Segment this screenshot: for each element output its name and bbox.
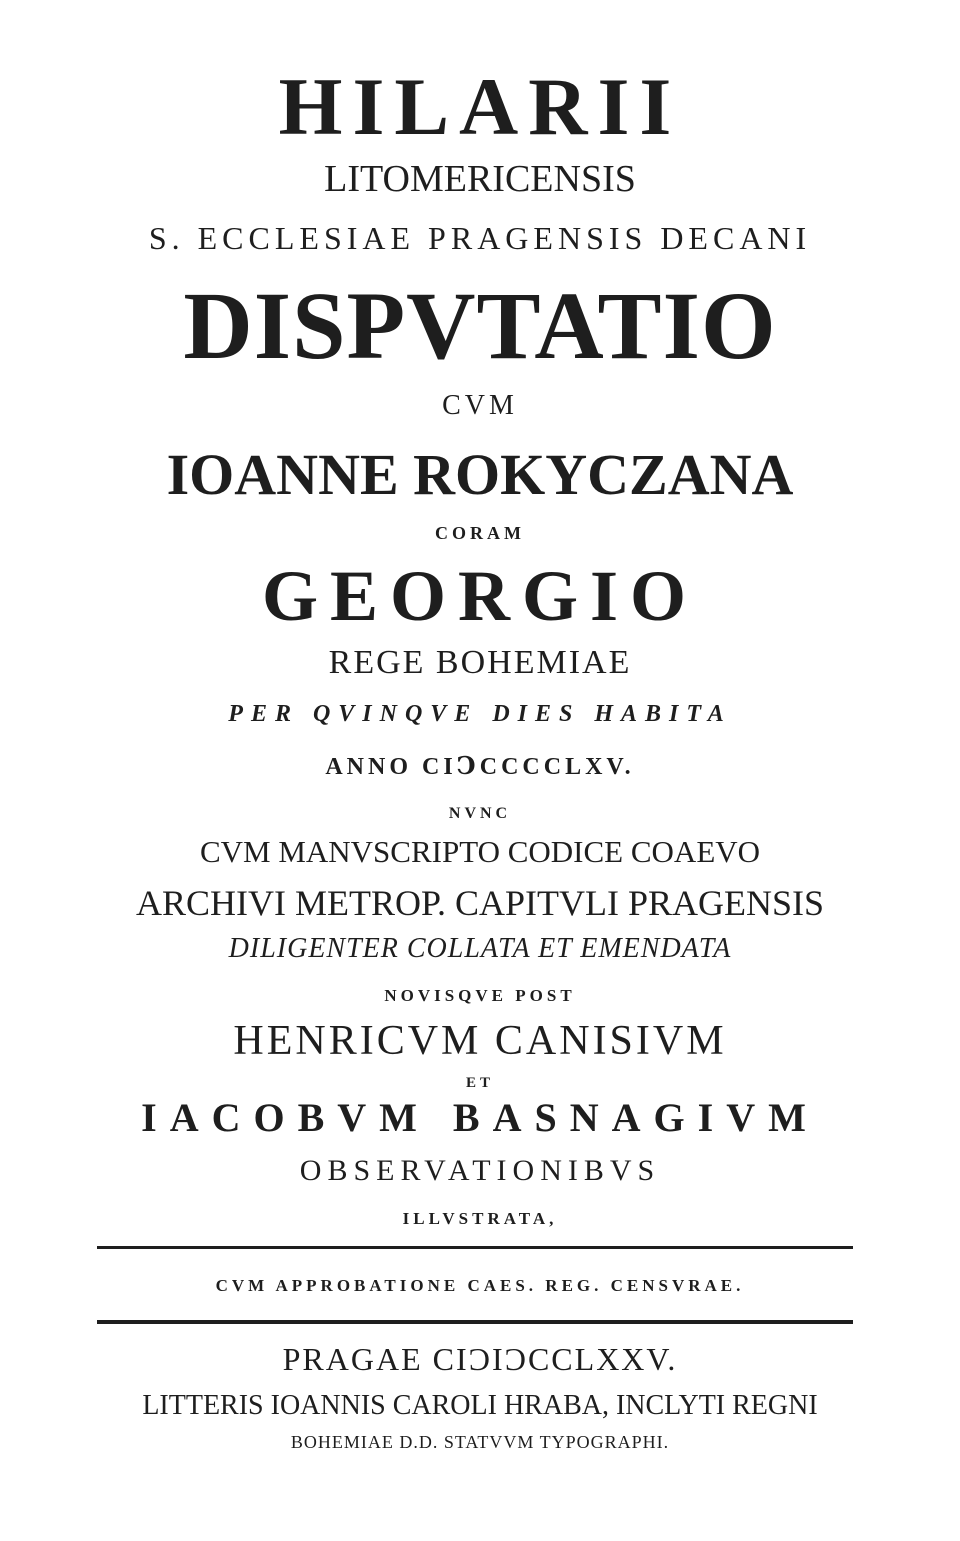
author-office: S. ECCLESIAE PRAGENSIS DECANI	[148, 220, 812, 256]
editor-2-name: IACOBVM BASNAGIVM	[141, 1095, 819, 1140]
printer-line-1: LITTERIS IOANNIS CAROLI HRABA, INCLYTI REGNI	[142, 1390, 818, 1421]
nunc-line: NVNC	[448, 805, 512, 822]
duration-line: PER QVINQVE DIES HABITA	[228, 701, 732, 727]
illustrata-line: ILLVSTRATA,	[402, 1209, 558, 1228]
author-name: HILARII	[278, 61, 682, 152]
year-held: ANNO CIↃCCCCLXV.	[325, 754, 635, 780]
approbation-line: CVM APPROBATIONE CAES. REG. CENSVRAE.	[215, 1276, 745, 1295]
king-title: REGE BOHEMIAE	[328, 644, 632, 681]
collation-line-2: ARCHIVI METROP. CAPITVLI PRAGENSIS	[135, 883, 825, 923]
author-origin: LITOMERICENSIS	[324, 158, 636, 200]
imprint-place-year: PRAGAE CIƆIƆCCLXXV.	[282, 1341, 678, 1377]
et-line: ET	[465, 1075, 494, 1091]
rule-lower	[97, 1320, 853, 1324]
coram-line: CORAM	[435, 523, 525, 543]
rule-upper	[97, 1246, 853, 1249]
king-name: GEORGIO	[261, 556, 699, 636]
cum-line-1: CVM	[442, 390, 518, 421]
collation-line-1: CVM MANVSCRIPTO CODICE COAEVO	[199, 834, 761, 869]
collation-line-3: DILIGENTER COLLATA ET EMENDATA	[228, 933, 732, 964]
observationibus-line: OBSERVATIONIBVS	[299, 1154, 661, 1187]
editor-1-name: HENRICVM CANISIVM	[233, 1018, 727, 1064]
printer-line-2: BOHEMIAE D.D. STATVVM TYPOGRAPHI.	[290, 1432, 670, 1452]
novisque-post-line: NOVISQVE POST	[384, 986, 576, 1005]
work-title: DISPVTATIO	[183, 272, 777, 379]
opponent-name: IOANNE ROKYCZANA	[166, 442, 794, 507]
